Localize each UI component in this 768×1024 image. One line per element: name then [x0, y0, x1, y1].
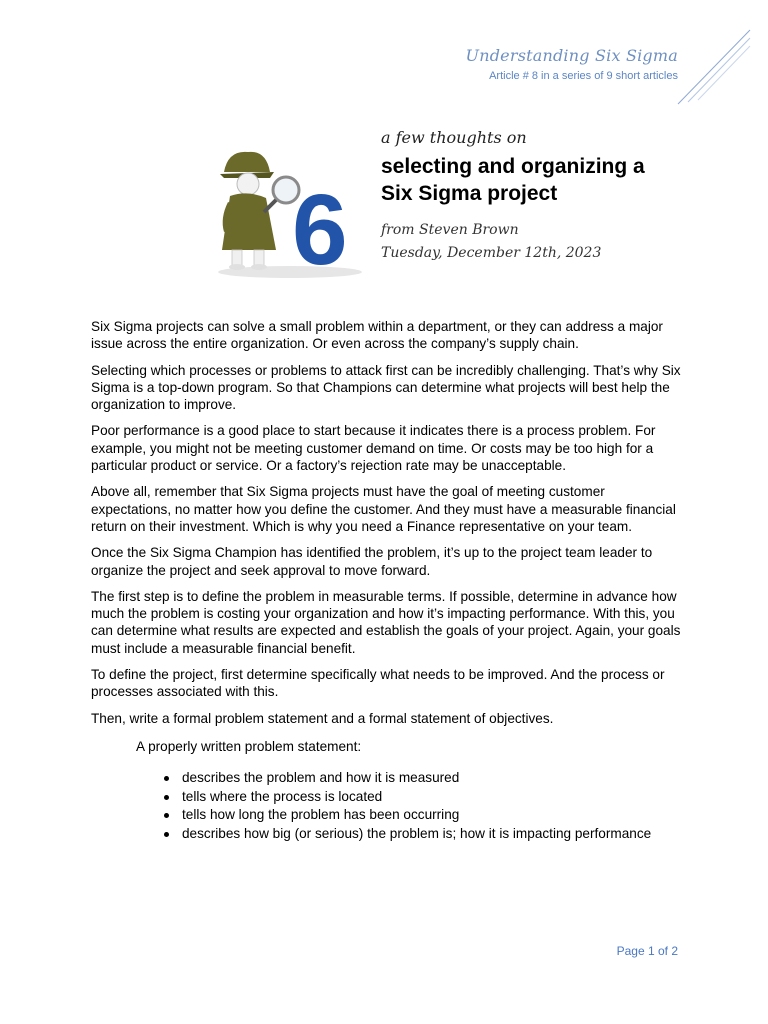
byline: [381, 219, 645, 265]
list-item: tells where the process is located: [91, 788, 687, 807]
title-line-2: Six Sigma project: [381, 182, 558, 205]
publish-date: Tuesday, December 12th, 2023: [381, 245, 602, 261]
detective-six-illustration: [210, 132, 370, 280]
paragraph: Once the Six Sigma Champion has identified the problem, it’s up to the project team leader to organize the project and seek approval to move forward.: [91, 545, 653, 578]
article-title: [381, 153, 645, 207]
paragraph: The first step is to define the problem in measurable terms. If possible, determine in advance how much the problem is costing your organization and how it’s impacting performance. With this, you can determine what results are expected and establish the goals of your project. Again, your goals must include a measurable financial benefit.: [91, 588, 681, 656]
article-body: [91, 318, 687, 843]
paragraph: Above all, remember that Six Sigma projects must have the goal of meeting customer expectations, no matter how you define the customer. And they must have a measurable financial return on their investment. Which is why you need a Finance representative on your team.: [91, 484, 676, 534]
list-item: tells how long the problem has been occurring: [91, 806, 687, 825]
series-title: Understanding Six Sigma: [465, 46, 678, 65]
list-item: describes how big (or serious) the problem is; how it is impacting performance: [91, 825, 687, 844]
numeral-six: 6: [292, 174, 348, 280]
page-number: Page 1 of 2: [616, 944, 678, 958]
series-header: [466, 46, 678, 82]
title-block: [381, 128, 645, 265]
author: from Steven Brown: [381, 222, 519, 238]
paragraph: To define the project, first determine specifically what needs to be improved. And the process or processes associated with this.: [91, 667, 665, 700]
series-subtitle: Article # 8 in a series of 9 short articles: [489, 70, 678, 82]
title-line-1: selecting and organizing a: [381, 155, 645, 178]
corner-decoration: [676, 26, 752, 106]
problem-statement-list: [91, 769, 687, 843]
title-kicker: a few thoughts on: [381, 128, 527, 147]
paragraph: Selecting which processes or problems to attack first can be incredibly challenging. That’s why Six Sigma is a top-down program. So that Champions can determine what projects will best help the organization to improve.: [91, 362, 681, 413]
paragraph: Then, write a formal problem statement and a formal statement of objectives.: [91, 710, 554, 726]
paragraph: Poor performance is a good place to start because it indicates there is a process problem. For example, you might not be meeting customer demand on time. Or costs may be too high for a particular product or service. Or a factory’s rejection rate may be unacceptable.: [91, 423, 656, 474]
paragraph: Six Sigma projects can solve a small problem within a department, or they can address a major issue across the entire organization. Or even across the company’s supply chain.: [91, 319, 663, 352]
list-item: describes the problem and how it is measured: [91, 769, 687, 788]
list-intro: A properly written problem statement:: [136, 738, 362, 754]
